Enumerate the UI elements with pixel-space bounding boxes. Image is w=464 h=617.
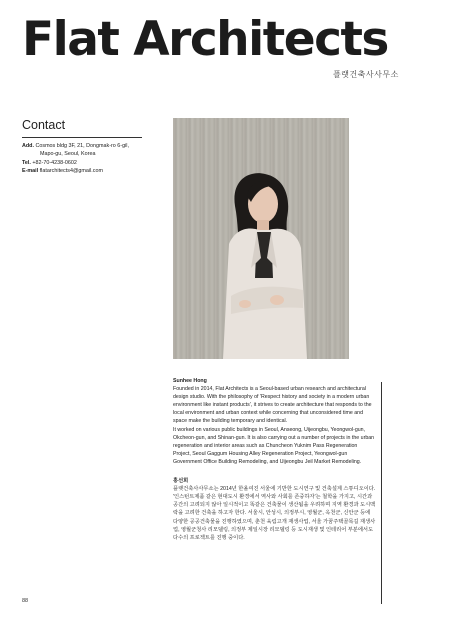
tel-value: +82-70-4238-0602 — [32, 159, 77, 166]
architect-name-en: Sunhee Hong — [173, 378, 207, 384]
contact-details — [22, 142, 162, 176]
contact-divider — [22, 137, 142, 138]
email-value: flatarchitects4@gmail.com — [39, 168, 103, 175]
address-value-line2: Mapo-gu, Seoul, Korea — [40, 151, 96, 158]
address-label: Add. — [22, 143, 34, 149]
email-line — [22, 167, 162, 175]
description-en-paragraph-1: Founded in 2014, Flat Architects is a Seoul-based urban research and architectural design studio. With the philosophy of 'Respect history and society in a modern urban environment like instant products', it strives to create architecture that responds to the local environment and urban context while concerning that unconsidered time and space make the building temporary and identical. — [173, 386, 372, 425]
description-en-paragraph-2: It worked on various public buildings in Seoul, Anseong, Uijeongbu, Yeongwol-gun, Okcheon-gun, and Shinan-gun. It is also carrying out a number of projects in the urban regeneration and interior areas such as Chuncheon Yuknim Pass Regeneration Project, Seoul Gaggum Housing Alley Regeneration Project, Yeongwol-gun Government Office Building Remodeling, and Uijeongbu Jeil Market Remodeling. — [173, 426, 375, 465]
studio-title: Flat Architects — [22, 12, 388, 67]
email-label: E-mail — [22, 168, 39, 175]
address-line — [22, 142, 162, 150]
portrait-photo — [173, 118, 349, 359]
tel-line — [22, 159, 162, 167]
page-number: 88 — [22, 598, 29, 604]
description-column — [173, 377, 376, 542]
studio-korean-title: 플랫건축사사무소 — [333, 70, 399, 79]
architect-name-ko: 홍선희 — [173, 478, 189, 485]
contact-heading: Contact — [22, 118, 66, 132]
tel-label: Tel. — [22, 159, 31, 166]
portrait-illustration — [173, 118, 349, 359]
address-value-line1: Cosmos bldg 3F, 21, Dongmak-ro 6-gil, — [35, 143, 129, 149]
korean-section — [173, 477, 376, 542]
description-ko-paragraph: 플랫건축사사무소는 2014년 한올여진 서울에 기반한 도시연구 및 건축설계 스튜디오이다. '인스턴트제품 같은 현대도시 환경에서 역사와 사회를 존중하자'는 철학을 가지고, 시간과 공간의 고려되지 않아 일시적이고 똑같은 건축물이 생산됨을 우려하며 지역 환경과 도시맥락을 고려한 건축을 하고자 한다. 서울시, 안성시, 의정부시, 영월군, 옥천군, 신안군 등에 다양한 공공건축물을 진행하였으며, 춘천 육림고개 재생사업, 서울 가꿈주택골목길 재생사업, 영월군청사 리모델링, 의정부 제일시장 리모델링 등 도시재생 및 인테리어 부분에서도 다수의 프로젝트를 진행 중이다. — [173, 486, 376, 541]
column-divider — [381, 382, 382, 604]
